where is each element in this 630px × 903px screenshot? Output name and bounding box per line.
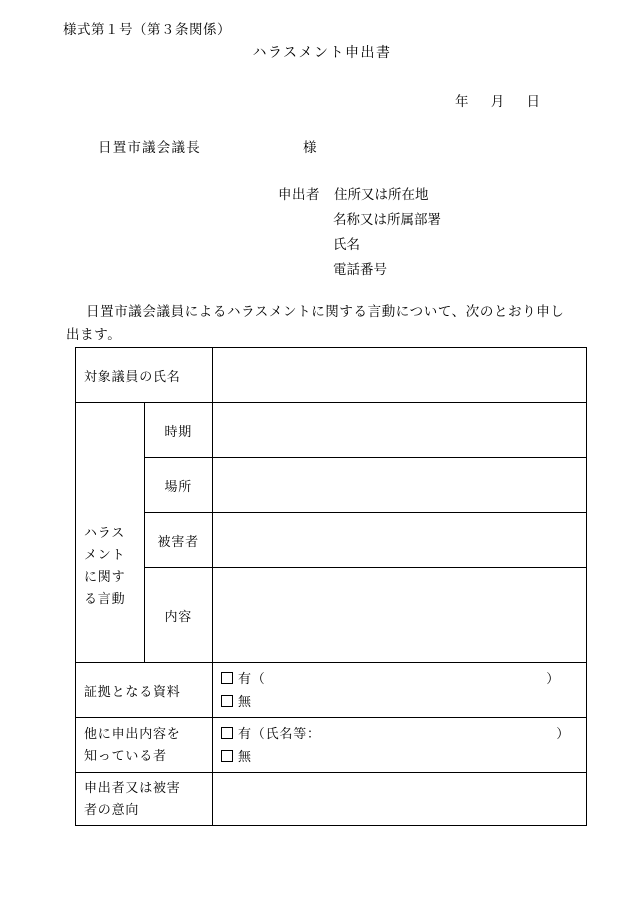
- label-others-aware-line2: 知っている者: [84, 748, 167, 763]
- label-intention-line2: 者の意向: [84, 802, 140, 817]
- label-evidence: 証拠となる資料: [76, 663, 213, 718]
- table-row-place: [76, 458, 587, 513]
- applicant-field-address: 住所又は所在地: [334, 187, 429, 202]
- others-option-no-label: 無: [238, 749, 252, 764]
- label-conduct-place: 場所: [144, 458, 213, 513]
- table-row-target-member: [76, 348, 587, 403]
- table-row-intention: [76, 773, 587, 826]
- value-target-member[interactable]: [213, 348, 587, 403]
- addressee-honorific: 様: [303, 140, 317, 155]
- table-row-period: [76, 403, 587, 458]
- checkbox-icon[interactable]: [221, 750, 233, 762]
- value-conduct-content[interactable]: [213, 568, 587, 663]
- intro-text: 日置市議会議員によるハラスメントに関する言動について、次のとおり申し出ます。: [66, 304, 565, 342]
- evidence-option-no[interactable]: [221, 690, 578, 713]
- table-row-others-aware: [76, 718, 587, 773]
- value-conduct-period[interactable]: [213, 403, 587, 458]
- applicant-row-address: [278, 182, 441, 207]
- evidence-option-yes-label: 有（: [238, 671, 266, 686]
- intro-paragraph: [66, 300, 566, 346]
- label-others-aware-line1: 他に申出内容を: [84, 726, 181, 741]
- evidence-option-no-label: 無: [238, 694, 252, 709]
- others-option-no[interactable]: [221, 745, 578, 768]
- applicant-field-phone: 電話番号: [333, 262, 387, 277]
- label-others-aware: [76, 718, 213, 773]
- checkbox-icon[interactable]: [221, 695, 233, 707]
- applicant-field-name: 氏名: [333, 237, 360, 252]
- label-conduct-group: [76, 403, 145, 663]
- label-conduct-period: 時期: [144, 403, 213, 458]
- date-line: [455, 90, 541, 110]
- table-row-content: [76, 568, 587, 663]
- harassment-report-table: [75, 347, 587, 826]
- addressee: 日置市議会議長: [98, 140, 201, 155]
- table-row-evidence: [76, 663, 587, 718]
- applicant-block: [278, 182, 441, 282]
- applicant-label: 申出者: [278, 187, 320, 202]
- date-day: 日: [526, 94, 541, 109]
- document-title: ハラスメント申出書: [252, 46, 392, 61]
- value-conduct-victim[interactable]: [213, 513, 587, 568]
- others-option-yes-label: 有（氏名等：: [238, 726, 321, 741]
- evidence-option-yes-close: ）: [546, 671, 560, 686]
- label-target-member: 対象議員の氏名: [76, 348, 213, 403]
- label-conduct-content: 内容: [144, 568, 213, 663]
- value-evidence: [213, 663, 587, 718]
- label-conduct-group-text: ハラス メント に関す る言動: [84, 524, 126, 606]
- table-row-victim: [76, 513, 587, 568]
- label-intention-line1: 申出者又は被害: [84, 780, 181, 795]
- form-number: 様式第１号（第３条関係）: [63, 22, 231, 37]
- others-option-yes[interactable]: [221, 722, 578, 745]
- label-conduct-victim: 被害者: [144, 513, 213, 568]
- value-conduct-place[interactable]: [213, 458, 587, 513]
- label-intention: [76, 773, 213, 826]
- evidence-option-yes[interactable]: [221, 667, 578, 690]
- value-others-aware: [213, 718, 587, 773]
- checkbox-icon[interactable]: [221, 672, 233, 684]
- date-month: 月: [490, 94, 505, 109]
- others-option-yes-close: ）: [556, 726, 570, 741]
- applicant-field-name-org: 名称又は所属部署: [333, 212, 441, 227]
- date-year: 年: [455, 94, 469, 109]
- checkbox-icon[interactable]: [221, 727, 233, 739]
- value-intention[interactable]: [213, 773, 587, 826]
